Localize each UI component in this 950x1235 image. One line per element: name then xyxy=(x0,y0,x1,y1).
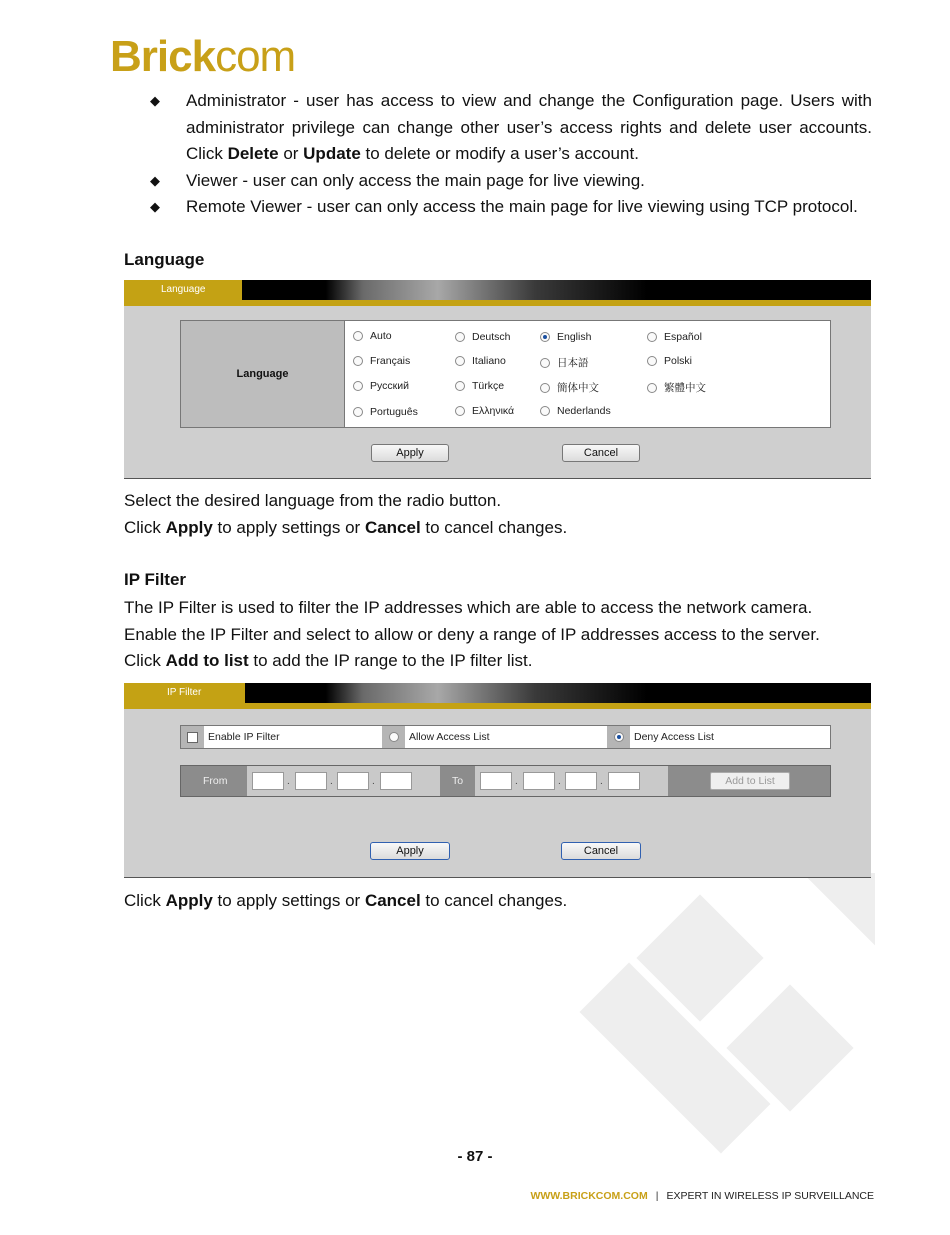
radio-polski[interactable]: Polski xyxy=(647,355,692,367)
footer-url: WWW.BRICKCOM.COM xyxy=(530,1190,648,1202)
tab-ip-filter[interactable]: IP Filter xyxy=(124,683,245,703)
add-to-list-button[interactable]: Add to List xyxy=(710,772,790,790)
brickcom-watermark xyxy=(555,873,875,1173)
from-ip-fields: . . . xyxy=(247,766,440,796)
user-role-list xyxy=(150,88,872,221)
ip-filter-para-3: Click Add to list to add the IP range to the IP filter list. xyxy=(124,651,533,670)
to-ip-octet-1[interactable] xyxy=(480,772,512,790)
radio-auto[interactable]: Auto xyxy=(353,330,392,342)
diamond-bullet-icon: ◆ xyxy=(150,93,160,108)
radio-nederlands[interactable]: Nederlands xyxy=(540,405,611,417)
radio-japanese[interactable]: 日本語 xyxy=(540,355,589,370)
deny-access-radio[interactable] xyxy=(614,732,624,742)
list-item: ◆ Remote Viewer - user can only access the main page for live viewing using TCP protocol. xyxy=(150,194,872,221)
language-apply-note: Click Apply to apply settings or Cancel to cancel changes. xyxy=(124,518,568,537)
cancel-button[interactable]: Cancel xyxy=(562,444,640,462)
diamond-bullet-icon: ◆ xyxy=(150,172,160,188)
language-description: Select the desired language from the radio button. xyxy=(124,491,502,510)
ip-filter-heading: IP Filter xyxy=(124,570,187,589)
radio-english[interactable]: English xyxy=(540,331,591,343)
enable-checkbox-cell xyxy=(181,726,204,748)
allow-access-radio[interactable] xyxy=(389,732,399,742)
ip-filter-settings-screenshot xyxy=(124,683,871,878)
radio-simplified-chinese[interactable]: 簡体中文 xyxy=(540,380,599,395)
radio-greek[interactable]: Ελληνικά xyxy=(455,405,514,417)
radio-deutsch[interactable]: Deutsch xyxy=(455,331,511,343)
ip-filter-apply-note: Click Apply to apply settings or Cancel to cancel changes. xyxy=(124,891,568,910)
diamond-bullet-icon: ◆ xyxy=(150,199,160,214)
radio-turkce[interactable]: Türkçe xyxy=(455,380,504,392)
list-item: ◆ Viewer - user can only access the main page for live viewing. xyxy=(150,168,872,195)
radio-espanol[interactable]: Español xyxy=(647,331,702,343)
ip-filter-mode-row xyxy=(180,725,831,749)
list-item: ◆ Administrator - user has access to view and change the Configuration page. Users with administrator privilege can change other user’s access rights and delete user accounts. Click Delete or Update to delete or modify a user’s account. xyxy=(150,88,872,168)
radio-francais[interactable]: Français xyxy=(353,355,410,367)
language-heading: Language xyxy=(124,250,205,269)
to-ip-octet-3[interactable] xyxy=(565,772,597,790)
language-options-table xyxy=(180,320,831,428)
ip-range-row xyxy=(180,765,831,797)
apply-button[interactable]: Apply xyxy=(370,842,450,860)
footer-separator: | xyxy=(655,1190,659,1202)
language-row-label: Language xyxy=(181,321,345,427)
cancel-button[interactable]: Cancel xyxy=(561,842,641,860)
to-ip-fields: . . . xyxy=(475,766,668,796)
allow-access-label: Allow Access List xyxy=(409,731,490,743)
tab-language[interactable]: Language xyxy=(124,280,242,300)
radio-italiano[interactable]: Italiano xyxy=(455,355,506,367)
deny-access-label: Deny Access List xyxy=(634,731,714,743)
apply-button[interactable]: Apply xyxy=(371,444,449,462)
deny-radio-cell xyxy=(607,726,630,748)
language-settings-screenshot xyxy=(124,280,871,479)
radio-portugues[interactable]: Português xyxy=(353,406,418,418)
panel-header-bar xyxy=(124,280,871,300)
ip-filter-para-1: The IP Filter is used to filter the IP addresses which are able to access the network camera. xyxy=(124,598,813,617)
from-ip-octet-4[interactable] xyxy=(380,772,412,790)
panel-header-bar xyxy=(124,683,871,703)
page-number: - 87 - xyxy=(457,1148,493,1165)
ip-filter-para-2: Enable the IP Filter and select to allow or deny a range of IP addresses access to the server. xyxy=(124,625,820,644)
enable-ip-filter-label: Enable IP Filter xyxy=(208,731,280,743)
page-footer xyxy=(530,1190,874,1202)
enable-ip-filter-checkbox[interactable] xyxy=(187,732,198,743)
to-ip-octet-2[interactable] xyxy=(523,772,555,790)
from-ip-octet-1[interactable] xyxy=(252,772,284,790)
allow-radio-cell xyxy=(382,726,405,748)
brickcom-logo: Brickcom xyxy=(110,32,296,81)
from-ip-octet-2[interactable] xyxy=(295,772,327,790)
to-label: To xyxy=(452,775,464,787)
to-ip-octet-4[interactable] xyxy=(608,772,640,790)
from-ip-octet-3[interactable] xyxy=(337,772,369,790)
from-label: From xyxy=(203,775,228,787)
radio-russian[interactable]: Русский xyxy=(353,380,409,392)
radio-traditional-chinese[interactable]: 繁體中文 xyxy=(647,380,706,395)
footer-tagline: EXPERT IN WIRELESS IP SURVEILLANCE xyxy=(666,1190,874,1202)
